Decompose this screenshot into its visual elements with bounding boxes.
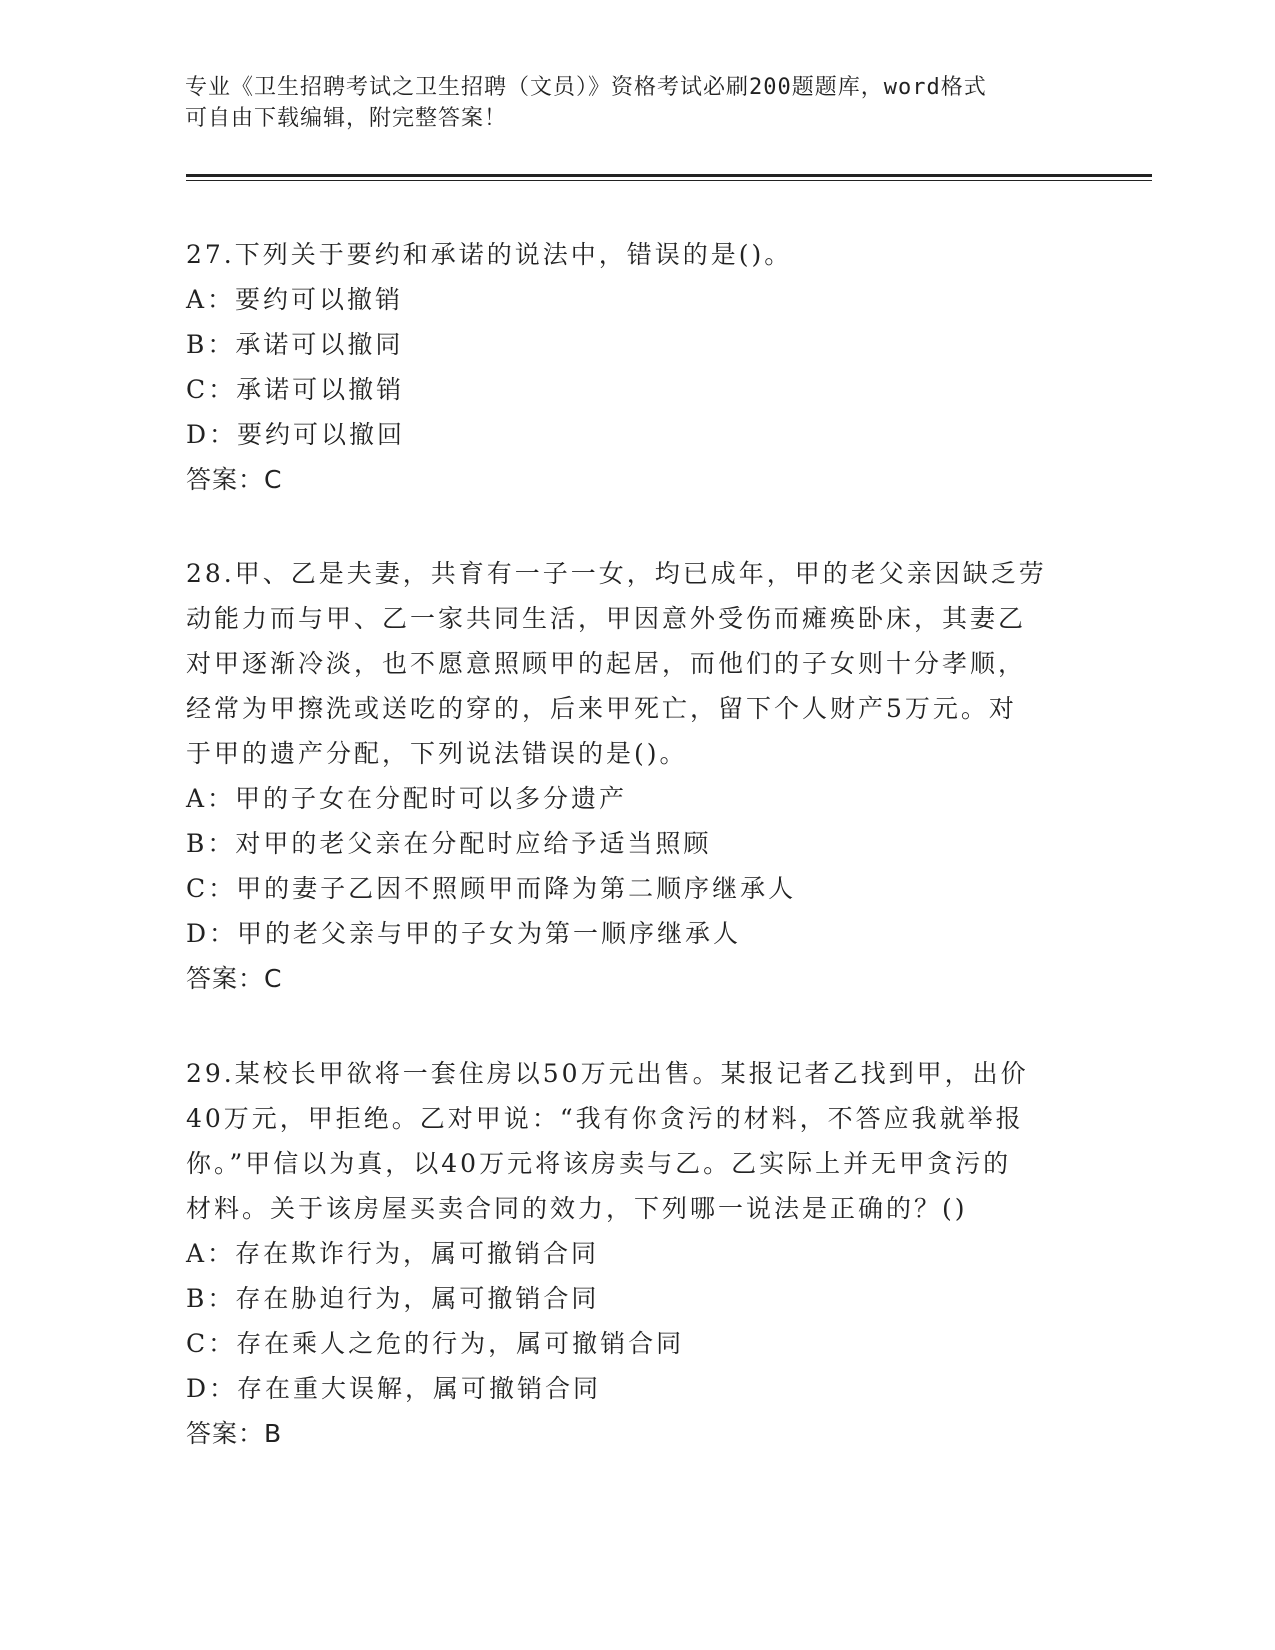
question-stem-line-3: 对甲逐渐冷淡，也不愿意照顾甲的起居，而他们的子女则十分孝顺， bbox=[186, 649, 1027, 678]
option-b: B：对甲的老父亲在分配时应给予适当照顾 bbox=[186, 829, 712, 858]
answer-line: 答案：B bbox=[186, 1419, 283, 1448]
option-c: C：甲的妻子乙因不照顾甲而降为第二顺序继承人 bbox=[186, 874, 797, 903]
answer-line: 答案：C bbox=[186, 465, 283, 494]
question-stem-line-1: 28.甲、乙是夫妻，共育有一子一女，均已成年，甲的老父亲因缺乏劳 bbox=[186, 559, 1047, 588]
header-title-line-1: 专业《卫生招聘考试之卫生招聘（文员）》资格考试必刷200题题库，word格式 bbox=[185, 75, 987, 100]
question-stem-line-4: 经常为甲擦洗或送吃的穿的，后来甲死亡，留下个人财产5万元。对 bbox=[186, 694, 1017, 723]
question-27 bbox=[186, 232, 1086, 502]
document-header bbox=[185, 72, 1065, 134]
option-d: D：存在重大误解，属可撤销合同 bbox=[186, 1374, 602, 1403]
answer-line: 答案：C bbox=[186, 964, 283, 993]
option-b: B：存在胁迫行为，属可撤销合同 bbox=[186, 1284, 600, 1313]
option-a: A：要约可以撤销 bbox=[186, 285, 404, 314]
header-title-line-2: 可自由下载编辑，附完整答案！ bbox=[185, 106, 508, 131]
option-d: D：甲的老父亲与甲的子女为第一顺序继承人 bbox=[186, 919, 742, 948]
question-stem-line-2: 40万元，甲拒绝。乙对甲说：“我有你贪污的材料，不答应我就举报 bbox=[186, 1104, 1024, 1133]
option-c: C：存在乘人之危的行为，属可撤销合同 bbox=[186, 1329, 685, 1358]
question-29 bbox=[186, 1051, 1086, 1456]
question-stem-line-3: 你。”甲信以为真，以40万元将该房卖与乙。乙实际上并无甲贪污的 bbox=[186, 1149, 1012, 1178]
option-c: C：承诺可以撤销 bbox=[186, 375, 405, 404]
option-d: D：要约可以撤回 bbox=[186, 420, 406, 449]
question-stem: 27.下列关于要约和承诺的说法中，错误的是()。 bbox=[186, 240, 793, 269]
option-a: A：存在欺诈行为，属可撤销合同 bbox=[186, 1239, 600, 1268]
question-stem-line-4: 材料。关于该房屋买卖合同的效力，下列哪一说法是正确的？() bbox=[186, 1194, 968, 1223]
question-stem-line-2: 动能力而与甲、乙一家共同生活，甲因意外受伤而瘫痪卧床，其妻乙 bbox=[186, 604, 1027, 633]
question-stem-line-5: 于甲的遗产分配，下列说法错误的是()。 bbox=[186, 739, 688, 768]
question-28 bbox=[186, 551, 1086, 1001]
question-stem-line-1: 29.某校长甲欲将一套住房以50万元出售。某报记者乙找到甲，出价 bbox=[186, 1059, 1029, 1088]
option-b: B：承诺可以撤同 bbox=[186, 330, 404, 359]
header-divider-thick bbox=[186, 174, 1152, 177]
header-divider-thin bbox=[186, 180, 1152, 181]
option-a: A：甲的子女在分配时可以多分遗产 bbox=[186, 784, 628, 813]
